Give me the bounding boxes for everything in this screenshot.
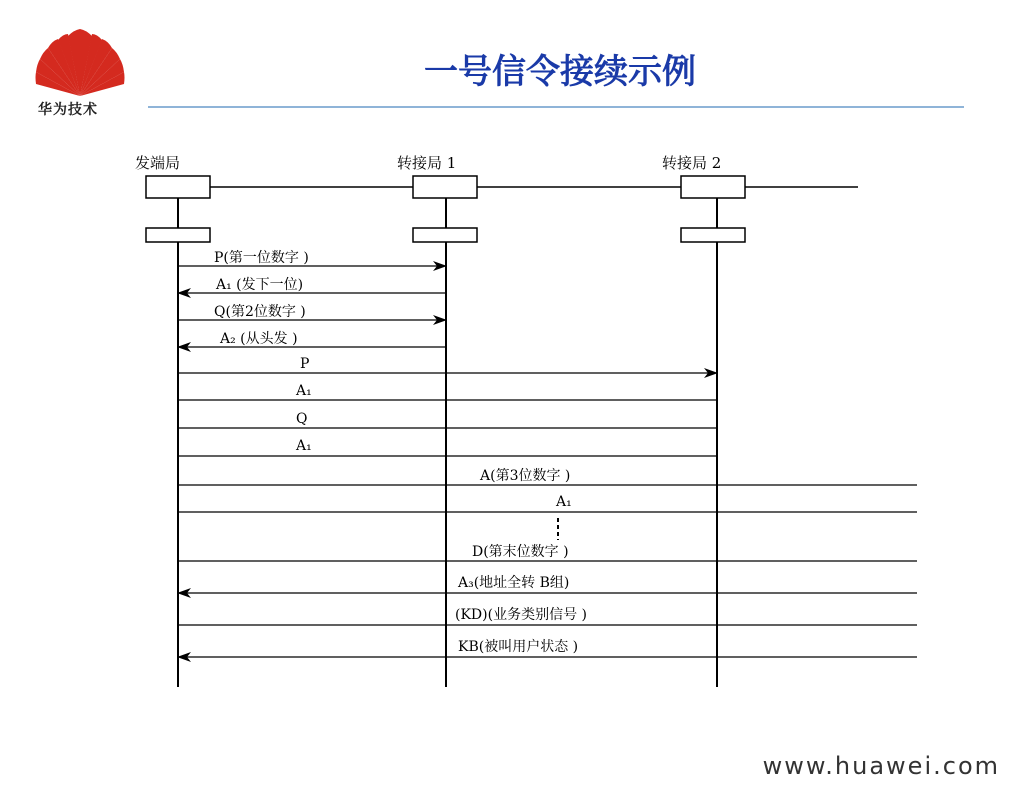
footer-url: www.huawei.com (762, 752, 1000, 780)
node-box-transit-1 (413, 176, 477, 198)
register-box-originating (146, 228, 210, 242)
signal-label-a1-second: A₁ (296, 438, 312, 454)
signal-label-a1-third: A₁ (556, 494, 572, 510)
node-label-transit-1: 转接局 1 (397, 154, 457, 172)
signal-label-kd-category: (KD)(业务类别信号 ) (455, 607, 587, 623)
node-label-originating: 发端局 (135, 154, 181, 172)
signal-label-q-second: Q(第2位数字 ) (214, 304, 306, 320)
signal-label-p-first: P(第一位数字 ) (214, 250, 309, 266)
slide-title: 一号信令接续示例 (424, 52, 696, 92)
node-box-transit-2 (681, 176, 745, 198)
signal-label-kb-status: KB(被叫用户状态 ) (458, 639, 579, 655)
register-box-transit-2 (681, 228, 745, 242)
node-box-originating (146, 176, 210, 198)
logo-text: 华为技术 (38, 102, 98, 118)
signal-label-a1-first: A₁ (296, 383, 312, 399)
register-box-transit-1 (413, 228, 477, 242)
signal-label-a-third: A(第3位数字 ) (480, 468, 571, 484)
node-label-transit-2: 转接局 2 (662, 154, 722, 172)
signal-label-d-last: D(第末位数字 ) (472, 544, 569, 560)
signal-label-p: P (300, 356, 310, 372)
signal-label-a1-send-next: A₁ (发下一位) (216, 277, 304, 293)
signal-label-a2-from-start: A₂ (从头发 ) (220, 331, 298, 347)
signal-label-q: Q (296, 411, 308, 427)
signal-label-a3-address-complete: A₃(地址全转 B组) (458, 575, 570, 591)
